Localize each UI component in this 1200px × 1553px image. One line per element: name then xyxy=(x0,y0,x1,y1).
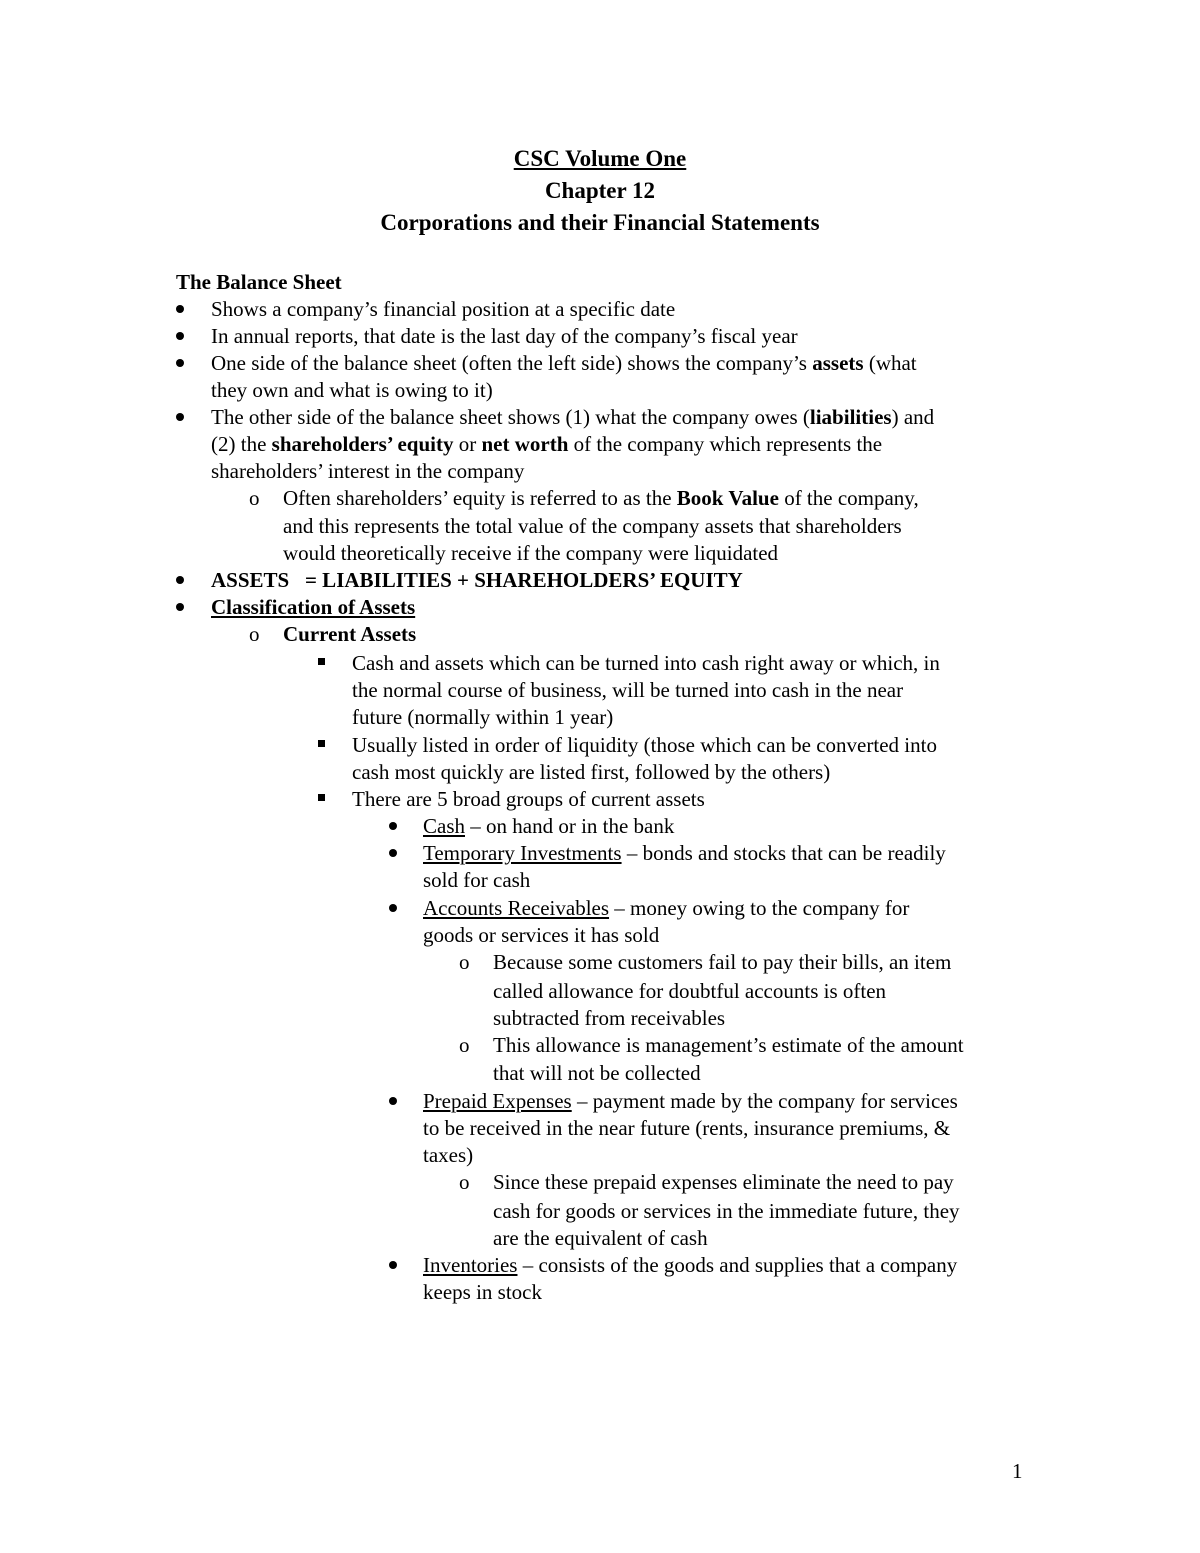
bullet-icon xyxy=(389,1261,397,1269)
sub-list-item-continuation: would theoretically receive if the company were liquidated xyxy=(283,541,779,565)
chapter-heading: Chapter 12 xyxy=(544,178,656,203)
bullet-icon xyxy=(176,359,184,367)
asset-group-inventories: Inventories – consists of the goods and supplies that a company xyxy=(423,1253,958,1277)
list-item: Usually listed in order of liquidity (those which can be converted into xyxy=(352,733,937,757)
list-item: Cash and assets which can be turned into cash right away or which, in xyxy=(352,651,940,675)
bullet-icon xyxy=(176,305,184,313)
bullet-icon xyxy=(389,849,397,857)
sub-list-item-continuation: subtracted from receivables xyxy=(493,1006,726,1030)
sub-list-item-continuation: cash for goods or services in the immediate future, they xyxy=(493,1199,960,1223)
asset-group-temporary-investments: Temporary Investments – bonds and stocks that can be readily xyxy=(423,841,946,865)
asset-group-cash: Cash – on hand or in the bank xyxy=(423,814,675,838)
sub-bullet-marker: o xyxy=(459,1170,470,1194)
list-item-continuation: goods or services it has sold xyxy=(423,923,660,947)
bullet-icon xyxy=(389,1097,397,1105)
list-item: One side of the balance sheet (often the left side) shows the company’s assets (what xyxy=(211,351,917,375)
sub-bullet-marker: o xyxy=(249,486,260,510)
list-item-continuation: (2) the shareholders’ equity or net worth of the company which represents the xyxy=(211,432,883,456)
page-number: 1 xyxy=(1012,1459,1023,1483)
sub-list-item: Often shareholders’ equity is referred to as the Book Value of the company, xyxy=(283,486,919,510)
list-item-continuation: the normal course of business, will be turned into cash in the near xyxy=(352,678,904,702)
sub-bullet-marker: o xyxy=(459,1033,470,1057)
square-bullet-icon xyxy=(318,794,325,801)
sub-list-item-continuation: called allowance for doubtful accounts is often xyxy=(493,979,887,1003)
list-item: The other side of the balance sheet shows (1) what the company owes (liabilities) and xyxy=(211,405,935,429)
list-item-continuation: they own and what is owing to it) xyxy=(211,378,493,402)
list-item-continuation: shareholders’ interest in the company xyxy=(211,459,525,483)
square-bullet-icon xyxy=(318,658,325,665)
sub-list-item: Since these prepaid expenses eliminate the need to pay xyxy=(493,1170,954,1194)
classification-heading: Classification of Assets xyxy=(211,595,416,619)
bullet-icon xyxy=(176,413,184,421)
list-item-continuation: future (normally within 1 year) xyxy=(352,705,614,729)
sub-bullet-marker: o xyxy=(249,622,260,646)
list-item-continuation: cash most quickly are listed first, followed by the others) xyxy=(352,760,831,784)
sub-list-item-continuation: and this represents the total value of the company assets that shareholders xyxy=(283,514,902,538)
list-item-continuation: sold for cash xyxy=(423,868,531,892)
sub-list-item: Because some customers fail to pay their bills, an item xyxy=(493,950,952,974)
sub-list-item-continuation: are the equivalent of cash xyxy=(493,1226,708,1250)
list-item: There are 5 broad groups of current assets xyxy=(352,787,705,811)
square-bullet-icon xyxy=(318,740,325,747)
sub-list-item: This allowance is management’s estimate of the amount xyxy=(493,1033,964,1057)
list-item: In annual reports, that date is the last day of the company’s fiscal year xyxy=(211,324,798,348)
chapter-subtitle: Corporations and their Financial Statements xyxy=(380,210,820,235)
current-assets-heading: Current Assets xyxy=(283,622,417,646)
bullet-icon xyxy=(389,822,397,830)
document-title: CSC Volume One xyxy=(513,146,687,171)
list-item-continuation: to be received in the near future (rents, insurance premiums, & xyxy=(423,1116,951,1140)
bullet-icon xyxy=(176,603,184,611)
list-item-continuation: keeps in stock xyxy=(423,1280,542,1304)
sub-bullet-marker: o xyxy=(459,950,470,974)
section-heading: The Balance Sheet xyxy=(176,270,342,294)
list-item: Shows a company’s financial position at a specific date xyxy=(211,297,676,321)
list-item-continuation: taxes) xyxy=(423,1143,474,1167)
asset-group-accounts-receivables: Accounts Receivables – money owing to the company for xyxy=(423,896,910,920)
bullet-icon xyxy=(176,576,184,584)
bullet-icon xyxy=(176,332,184,340)
sub-list-item-continuation: that will not be collected xyxy=(493,1061,701,1085)
bullet-icon xyxy=(389,904,397,912)
accounting-equation: ASSETS = LIABILITIES + SHAREHOLDERS’ EQUITY xyxy=(211,568,743,592)
asset-group-prepaid-expenses: Prepaid Expenses – payment made by the company for services xyxy=(423,1089,958,1113)
